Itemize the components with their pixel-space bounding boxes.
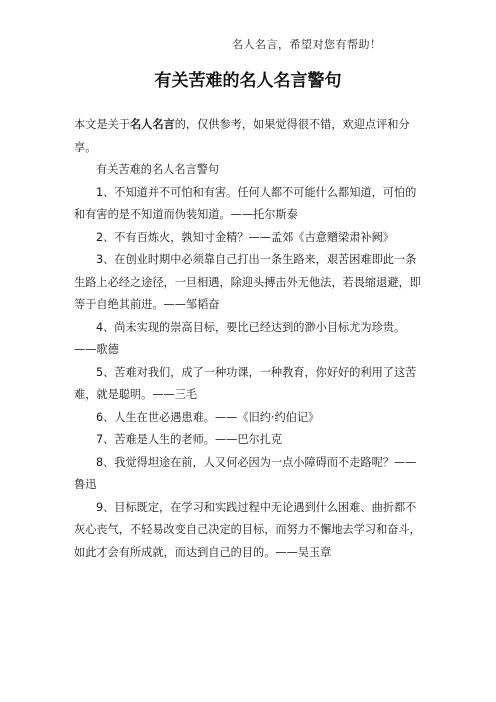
quote-item: 8、我觉得坦途在前，人又何必因为一点小障碍而不走路呢？——鲁迅 — [74, 455, 417, 491]
header-note: 名人名言，希望对您有帮助！ — [232, 38, 382, 51]
quote-item: 1、不知道并不可怕和有害。任何人都不可能什么都知道，可怕的和有害的是不知道而伪装知道。——托尔斯泰 — [74, 185, 417, 221]
intro-suffix: 的，仅供参考，如果觉得很不错，欢迎点评和分享。 — [74, 118, 410, 154]
quote-item: 5、苦难对我们，成了一种功课，一种教育，你好好的利用了这苦难，就是聪明。——三毛 — [74, 365, 417, 401]
document-body — [74, 114, 424, 564]
section-subtitle: 有关苦难的名人名言警句 — [96, 163, 220, 176]
intro-prefix: 本文是关于 — [74, 118, 130, 131]
page-title: 有关苦难的名人名言警句 — [154, 71, 342, 91]
quote-item: 3、在创业时期中必须靠自己打出一条生路来，艰苦困难即此一条生路上必经之途径，一旦相遇，除迎头搏击外无他法，若畏缩退避，即等于自绝其前进。——邹韬奋 — [74, 253, 421, 311]
intro-keyword: 名人名言 — [129, 118, 175, 131]
intro-paragraph — [74, 114, 424, 159]
quote-item: 4、尚未实现的崇高目标，要比已经达到的渺小目标尤为珍贵。——歌德 — [74, 320, 406, 356]
quote-item: 2、不有百炼火，孰知寸金精？——孟郊《古意赠梁肃补阙》 — [96, 230, 394, 244]
quote-item: 7、苦难是人生的老师。——巴尔扎克 — [96, 433, 283, 446]
quote-item: 9、目标既定，在学习和实践过程中无论遇到什么困难、曲折都不灰心丧气，不轻易改变自己决定的目标，而努力不懈地去学习和奋斗，如此才会有所成就，而达到自己的目的。——吴玉章 — [74, 500, 421, 559]
quote-item: 6、人生在世必遇患难。——《旧约·约伯记》 — [96, 410, 320, 424]
